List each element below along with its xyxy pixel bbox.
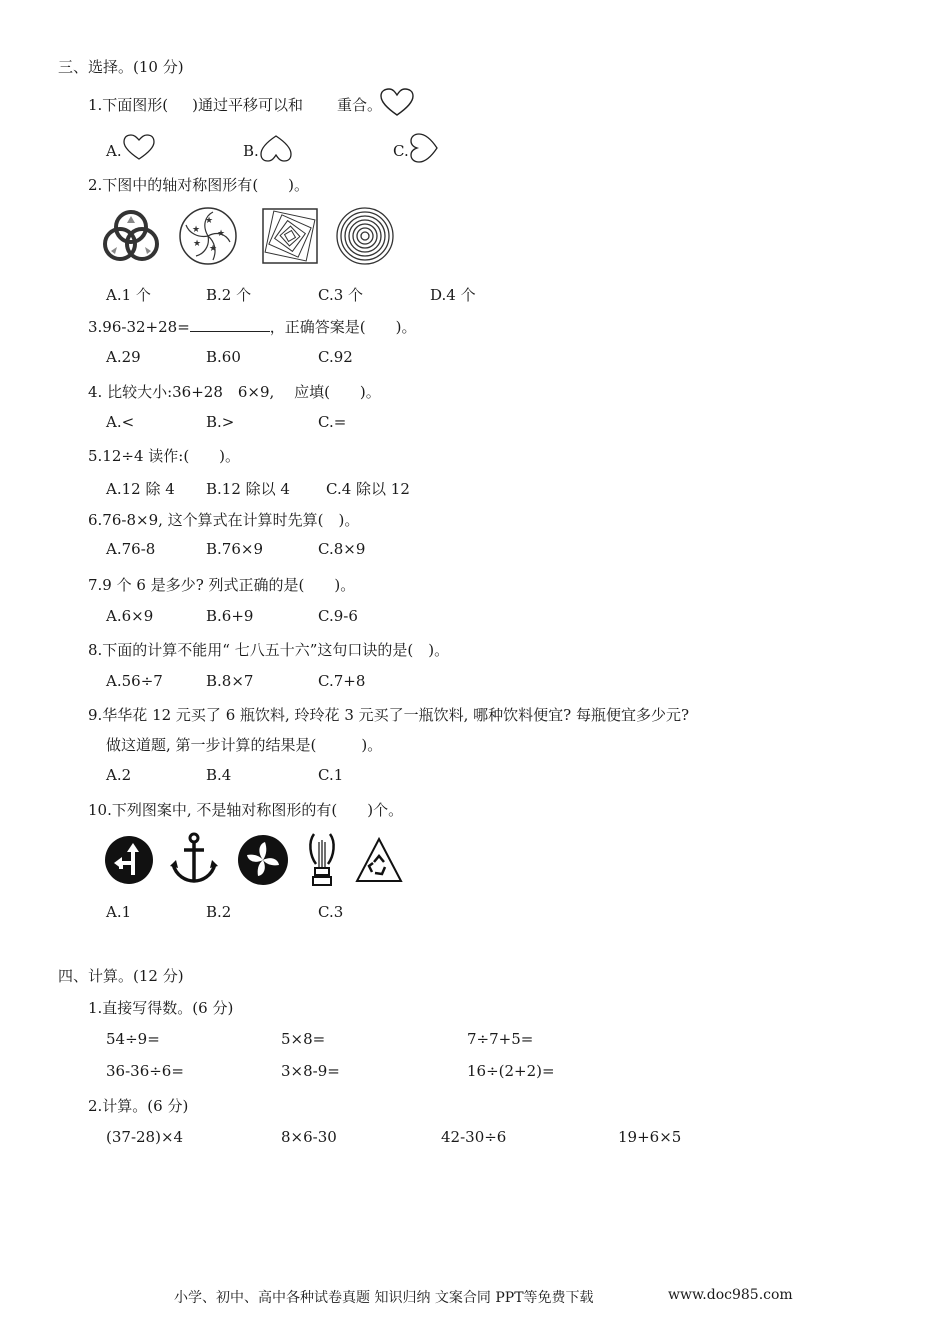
part-1-title: 1.直接写得数。(6 分) [88,999,234,1017]
svg-text:★: ★ [192,225,201,235]
q8-option-b[interactable]: B.8×7 [206,672,254,690]
q7-option-a[interactable]: A.6×9 [106,607,154,625]
q1-option-b[interactable]: B. [243,142,259,160]
calc-item: 36-36÷6= [106,1062,184,1080]
q6-option-a[interactable]: A.76-8 [106,540,156,558]
q10-option-c[interactable]: C.3 [318,903,344,921]
q7-option-c[interactable]: C.9-6 [318,607,358,625]
q2-option-b[interactable]: B.2 个 [206,286,252,304]
q9-option-a[interactable]: A.2 [106,766,132,784]
svg-text:★: ★ [205,216,214,226]
calc-item: 3×8-9= [281,1062,340,1080]
q2-option-a[interactable]: A.1 个 [106,286,151,304]
question-4: 4. 比较大小:36+28 6×9, 应填( )。 [88,383,381,401]
calc-item: 5×8= [281,1030,326,1048]
question-7: 7.9 个 6 是多少? 列式正确的是( )。 [88,576,356,594]
footer-text: 小学、初中、高中各种试卷真题 知识归纳 文案合同 PPT等免费下载 [174,1290,594,1306]
q1-after: )通过平移可以和 [192,96,304,114]
recycle-triangle-icon [354,836,404,884]
q10-option-a[interactable]: A.1 [106,903,132,921]
q4-option-c[interactable]: C.= [318,413,347,431]
q8-option-c[interactable]: C.7+8 [318,672,366,690]
calc-item: 42-30÷6 [441,1128,507,1146]
question-5: 5.12÷4 读作:( )。 [88,447,241,465]
q3-before: 3.96-32+28= [88,318,190,336]
section-3-title: 三、选择。(10 分) [58,58,184,76]
heart-icon [379,88,415,118]
question-2: 2.下图中的轴对称图形有( )。 [88,176,310,194]
question-1 [88,94,382,115]
calc-item: (37-28)×4 [106,1128,184,1146]
section-4-title: 四、计算。(12 分) [58,967,184,985]
question-6: 6.76-8×9, 这个算式在计算时先算( )。 [88,511,360,529]
bauhinia-icon [237,834,289,886]
q3-option-a[interactable]: A.29 [106,348,141,366]
q9-option-c[interactable]: C.1 [318,766,344,784]
q6-option-b[interactable]: B.76×9 [206,540,263,558]
q1-before: 1.下面图形( [88,96,169,114]
q6-option-c[interactable]: C.8×9 [318,540,366,558]
q2-option-d[interactable]: D.4 个 [430,286,476,304]
q5-option-a[interactable]: A.12 除 4 [106,480,175,498]
turn-sign-icon [104,835,154,885]
q1-option-c[interactable]: C. [393,142,409,160]
q3-answer-blank[interactable] [190,317,270,332]
calc-item: 8×6-30 [281,1128,337,1146]
triquetra-icon [103,207,159,263]
stars-circle-icon [177,206,239,266]
q3-option-b[interactable]: B.60 [206,348,241,366]
svg-text:★: ★ [193,239,202,249]
footer-url[interactable]: www.doc985.com [668,1287,793,1303]
heart-icon [409,132,439,164]
question-9-line-1: 9.华华花 12 元买了 6 瓶饮料, 玲玲花 3 元买了一瓶饮料, 哪种饮料便宜? 每瓶便宜多少元? [88,706,690,724]
heart-icon [122,134,156,162]
nested-squares-icon [261,207,319,265]
anchor-icon [168,832,220,886]
lyre-icon [306,830,338,888]
calc-item: 19+6×5 [618,1128,682,1146]
q1-option-a[interactable]: A. [106,142,122,160]
q3-option-c[interactable]: C.92 [318,348,353,366]
q1-tail: 重合。 [337,96,383,114]
svg-text:★: ★ [217,229,226,239]
q8-option-a[interactable]: A.56÷7 [106,672,163,690]
heart-icon [258,134,294,162]
q4-option-b[interactable]: B.> [206,413,235,431]
q3-after: ，正确答案是( )。 [269,318,417,336]
q4-option-a[interactable]: A.< [106,413,135,431]
svg-text:★: ★ [209,244,218,254]
q7-option-b[interactable]: B.6+9 [206,607,254,625]
question-9-line-2: 做这道题, 第一步计算的结果是( )。 [106,736,383,754]
question-10: 10.下列图案中, 不是轴对称图形的有( )个。 [88,801,404,819]
q9-option-b[interactable]: B.4 [206,766,232,784]
q5-option-c[interactable]: C.4 除以 12 [326,480,410,498]
q10-option-b[interactable]: B.2 [206,903,232,921]
q5-option-b[interactable]: B.12 除以 4 [206,480,290,498]
part-2-title: 2.计算。(6 分) [88,1097,189,1115]
question-8: 8.下面的计算不能用“ 七八五十六”这句口诀的是( )。 [88,641,450,659]
question-3 [88,316,417,337]
calc-item: 16÷(2+2)= [467,1062,555,1080]
q2-option-c[interactable]: C.3 个 [318,286,364,304]
concentric-circles-icon [335,206,395,266]
calc-item: 54÷9= [106,1030,160,1048]
calc-item: 7÷7+5= [467,1030,534,1048]
